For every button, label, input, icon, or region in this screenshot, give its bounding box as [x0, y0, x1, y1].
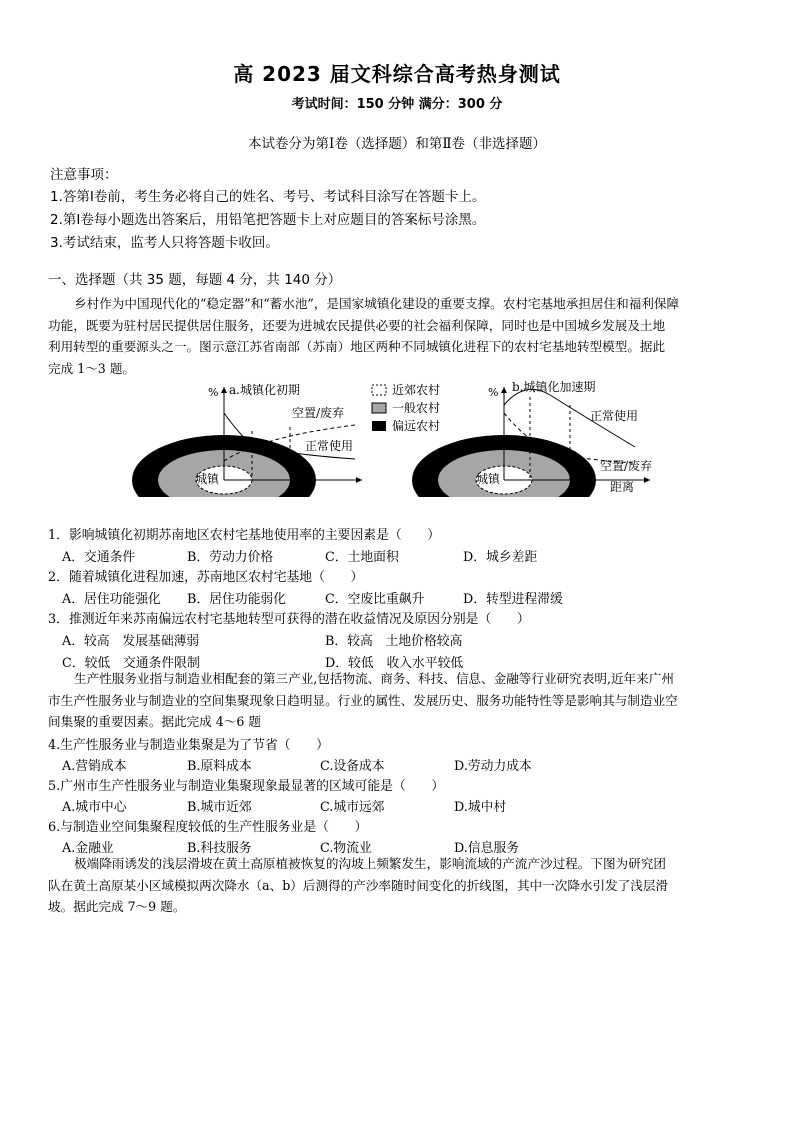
y-axis-label: % [488, 386, 499, 399]
notice-heading: 注意事项： [50, 167, 118, 183]
x-axis-label: 距离 [328, 481, 353, 495]
option[interactable]: A.城市中心 [62, 800, 127, 815]
right-diagram [412, 379, 652, 497]
legend-swatch-general [372, 403, 386, 413]
section-heading: 一、选择题（共 35 题，每题 4 分，共 140 分） [48, 272, 342, 288]
normal-use-label: 正常使用 [590, 409, 639, 423]
question-stem: 6.与制造业空间集聚程度较低的生产性服务业是（ ） [48, 820, 368, 835]
notice-item: 2.第Ⅰ卷每小题选出答案后，用铅笔把答题卡上对应题目的答案标号涂黑。 [50, 212, 486, 228]
exam-info: 考试时间：150 分钟 满分：300 分 [291, 97, 503, 112]
option[interactable]: C．较低 交通条件限制 [62, 656, 200, 671]
passage-line: 完成 1～3 题。 [48, 360, 136, 376]
passage-line: 市生产性服务业与制造业的空间集聚现象日趋明显。行业的属性、发展历史、服务功能特性等是影响其与制造业空 [48, 692, 678, 708]
question-2 [48, 566, 363, 585]
homestead-model-figure [130, 375, 670, 497]
option[interactable]: B．劳动力价格 [187, 550, 274, 565]
passage-1 [48, 293, 748, 379]
passage-line: 功能，既要为驻村居民提供居住服务，还要为进城农民提供必要的社会福利保障，同时也是中国城乡发展及土地 [48, 317, 666, 333]
legend-label: 一般农村 [392, 401, 441, 415]
question-stem: 5.广州市生产性服务业与制造业集聚现象最显著的区域可能是（ ） [48, 779, 445, 794]
option[interactable]: D.信息服务 [454, 841, 520, 856]
left-title: a.城镇化初期 [229, 383, 300, 397]
option[interactable]: C．土地面积 [325, 550, 399, 565]
option[interactable]: D.劳动力成本 [454, 759, 532, 774]
passage-line: 坡。据此完成 7～9 题。 [48, 899, 186, 914]
option[interactable]: B．居住功能弱化 [187, 592, 286, 607]
option[interactable]: B.城市近郊 [187, 800, 252, 815]
question-1 [48, 524, 440, 543]
option[interactable]: C.设备成本 [320, 759, 385, 774]
passage-line: 极端降雨诱发的浅层滑坡在黄土高原植被恢复的沟坡上频繁发生，影响流域的产流产沙过程。下图为研究团 [74, 856, 666, 871]
question-5 [48, 775, 444, 794]
question-6 [48, 816, 367, 835]
option[interactable]: A.营销成本 [62, 759, 127, 774]
y-axis-label: % [208, 386, 219, 399]
option[interactable]: B．较高 土地价格较高 [325, 634, 463, 649]
legend-swatch-suburb [372, 385, 386, 395]
legend [372, 382, 440, 433]
passage-line: 生产性服务业指与制造业相配套的第三产业,包括物流、商务、科技、信息、金融等行业研究表明,近年来广州 [74, 671, 674, 686]
left-diagram [132, 382, 362, 497]
page-title: 高 2023 届文科综合高考热身测试 [233, 62, 561, 86]
exam-intro: 本试卷分为第Ⅰ卷（选择题）和第Ⅱ卷（非选择题） [247, 136, 546, 152]
passage-line: 间集聚的重要因素。据此完成 4～6 题 [48, 714, 261, 729]
question-3 [48, 608, 530, 627]
option[interactable]: D．转型进程滞缓 [463, 592, 563, 607]
passage-3 [48, 853, 748, 918]
passage-line: 乡村作为中国现代化的“稳定器”和“蓄水池”，是国家城镇化建设的重要支撑。农村宅基地承担居住和福利保障 [74, 296, 680, 311]
question-stem: 4.生产性服务业与制造业集聚是为了节省（ ） [48, 738, 329, 753]
option[interactable]: B.原料成本 [187, 759, 252, 774]
option[interactable]: C．空废比重飙升 [325, 592, 425, 607]
passage-line: 队在黄土高原某小区域模拟两次降水（a、b）后测得的产沙率随时间变化的折线图，其中一次降水引发了浅层滑 [48, 877, 669, 893]
notice-item: 3.考试结束，监考人只将答题卡收回。 [50, 235, 279, 251]
normal-use-label: 正常使用 [305, 439, 354, 453]
option[interactable]: D．较低 收入水平较低 [325, 656, 464, 671]
legend-label: 近郊农村 [392, 383, 441, 397]
right-title: b.城镇化加速期 [512, 380, 596, 394]
option[interactable]: A．居住功能强化 [62, 592, 161, 607]
legend-swatch-remote [372, 421, 386, 431]
passage-2 [48, 668, 748, 733]
notice-item: 1.答第Ⅰ卷前，考生务必将自己的姓名、考号、考试科目涂写在答题卡上。 [50, 189, 486, 205]
vacant-label: 空置/废弃 [292, 406, 345, 420]
question-4 [48, 734, 329, 753]
option[interactable]: D.城中村 [454, 800, 507, 815]
option[interactable]: A．交通条件 [62, 550, 136, 565]
question-stem: 3．推测近年来苏南偏远农村宅基地转型可获得的潜在收益情况及原因分别是（ ） [48, 612, 530, 627]
option[interactable]: D．城乡差距 [463, 550, 538, 565]
legend-label: 偏远农村 [392, 419, 441, 433]
option[interactable]: C.城市远郊 [320, 800, 385, 815]
center-label: 城镇 [195, 472, 220, 486]
x-axis-label: 距离 [610, 480, 635, 494]
option[interactable]: A．较高 发展基础薄弱 [62, 634, 200, 649]
option[interactable]: B.科技服务 [187, 841, 252, 856]
center-label: 城镇 [476, 472, 501, 486]
passage-line: 利用转型的重要源头之一。图示意江苏省南部（苏南）地区两种不同城镇化进程下的农村宅基地转型模型。据此 [48, 339, 666, 354]
option[interactable]: A.金融业 [62, 841, 114, 856]
vacant-label: 空置/废弃 [600, 459, 653, 473]
question-stem: 1．影响城镇化初期苏南地区农村宅基地使用率的主要因素是（ ） [48, 528, 441, 543]
option[interactable]: C.物流业 [320, 841, 372, 856]
question-stem: 2．随着城镇化进程加速，苏南地区农村宅基地（ ） [48, 570, 364, 585]
